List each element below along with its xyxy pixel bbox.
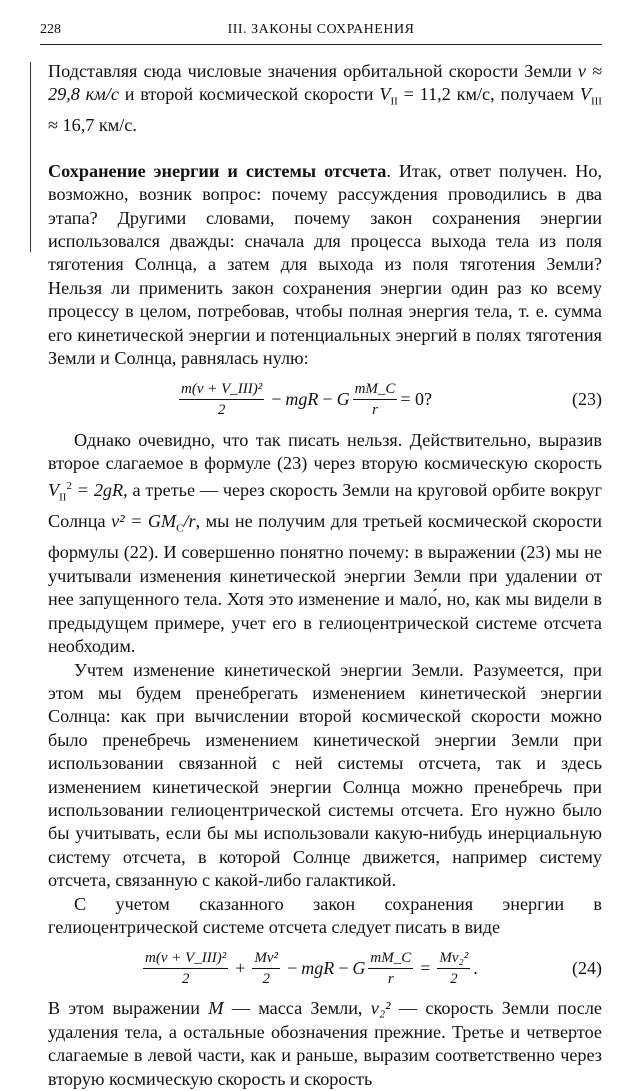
second-cosmic-symbol: V xyxy=(379,84,391,105)
para2-text-c: , мы не получим для третьей космической скорости формулы (22). И совершенно понятно почему: в выражении (23) мы не учитывали изменения кинетической энергии Земли при удалении от нее запущенного тела. Хотя это изменение и мало́, но, как мы видели в предыдущем примере, учет его в гелиоцентрической системе отсчета необходим. xyxy=(48,511,602,657)
second-cosmic-value: = 11,2 км/с, xyxy=(397,84,495,105)
eq23-rhs: = 0? xyxy=(400,388,433,409)
eq24-rhs-numerator: Mv₂² xyxy=(437,948,470,969)
eq24-term3: mgR xyxy=(301,957,335,978)
running-head: III. ЗАКОНЫ СОХРАНЕНИЯ xyxy=(227,22,415,37)
third-cosmic-sub: III xyxy=(590,96,602,109)
para2-text-b: , а третье — через скорость Земли на круговой орбите вокруг Солнца xyxy=(48,480,602,532)
paragraph-2 xyxy=(48,429,602,659)
para5-mass-symbol: M xyxy=(208,998,224,1019)
eq24-term4-denominator: r xyxy=(387,970,394,987)
para2-formula2: v² = GM xyxy=(111,511,177,532)
intro-text-3: получаем xyxy=(494,84,580,105)
para2-formula1-sup: 2 xyxy=(66,480,72,493)
margin-rule xyxy=(30,62,31,252)
eq24-term1-denominator: 2 xyxy=(181,970,190,987)
intro-text-2: и второй космической скорости xyxy=(118,84,380,105)
section-title: Сохранение энергии и системы отсчета xyxy=(48,160,387,181)
intro-paragraph xyxy=(48,60,602,138)
eq23-term1-denominator: 2 xyxy=(217,402,226,419)
eq23-minus-2: − xyxy=(322,388,333,409)
section-text: . Итак, ответ получен. Но, возможно, возник вопрос: почему рассуждения проводились в два этапа? Другими словами, почему закон сохранения энергии использовался дважды: сначала для процесса выхода тела из поля тяготения Солнца, а затем для выхода из поля тяготения Земли? Нельзя ли применить закон сохранения энергии один раз ко всему процессу в целом, потребовав, чтобы полная энергия тела, т. е. сумма его кинетической энергии и потенциальных энергий в полях тяготения Земли и Солнца, равнялась нулю: xyxy=(48,160,602,369)
equation-number-23: (23) xyxy=(572,388,602,409)
para2-formula1-sub: II xyxy=(59,492,67,505)
eq23-term2: mgR xyxy=(285,388,319,409)
para2-text-a: Однако очевидно, что так писать нельзя. Действительно, выразив второе слагаемое в формуле (23) через вторую космическую скорость xyxy=(48,429,602,473)
para2-formula1-symbol: V xyxy=(48,480,60,501)
para5-speed-symbol: v₂² xyxy=(370,998,391,1019)
paragraph-5 xyxy=(48,997,602,1091)
orbital-speed-expr: v ≈ 29,8 км/с xyxy=(48,61,602,105)
eq24-equals: = xyxy=(420,957,431,978)
equation-24 xyxy=(48,941,602,995)
intro-text-1: Подставляя сюда числовые значения орбитальной скорости Земли xyxy=(48,61,578,81)
eq24-term2-denominator: 2 xyxy=(262,970,270,987)
para5-text-b: — масса Земли, xyxy=(223,998,371,1019)
equation-number-24: (24) xyxy=(572,957,602,978)
page-header xyxy=(40,22,602,45)
para5-text-a: В этом выражении xyxy=(48,998,209,1019)
page-number: 228 xyxy=(40,22,61,37)
eq24-minus-1: − xyxy=(287,957,298,978)
paragraph-4: С учетом сказанного закон сохранения энергии в гелиоцентрической системе отсчета следует писать в виде xyxy=(48,893,602,937)
third-cosmic-value: ≈ 16,7 км/с. xyxy=(48,115,137,136)
page-body xyxy=(48,60,602,1091)
eq23-minus-1: − xyxy=(271,388,282,409)
eq24-term2 xyxy=(252,948,280,989)
eq24-term4-numerator: mM_C xyxy=(368,948,413,969)
eq24-rhs-denominator: 2 xyxy=(450,970,458,987)
para2-formula2-sub: C xyxy=(176,523,184,536)
eq23-term1-numerator: m(v + V_III)² xyxy=(179,379,264,400)
eq23-g: G xyxy=(336,388,350,409)
eq24-term4 xyxy=(368,948,413,989)
eq24-g: G xyxy=(352,957,366,978)
eq24-term1-numerator: m(v + V_III)² xyxy=(143,948,228,969)
eq24-period: . xyxy=(473,957,478,978)
eq24-term1 xyxy=(143,948,228,989)
eq24-rhs xyxy=(437,948,470,989)
section-paragraph xyxy=(48,160,602,371)
eq24-minus-2: − xyxy=(338,957,349,978)
second-cosmic-sub: II xyxy=(390,96,398,109)
eq23-term1 xyxy=(179,379,264,420)
section-gap xyxy=(48,138,602,160)
equation-23 xyxy=(48,373,602,427)
eq24-term2-numerator: Mv² xyxy=(252,948,280,969)
eq24-plus: + xyxy=(235,957,246,978)
eq23-term3-denominator: r xyxy=(372,402,378,419)
para5-text-c: — скорость Земли после удаления тела, а остальные обозначения прежние. Третье и четвертое слагаемые в левой части, как и раньше, выразим соответственно через вторую космическую скорость и скорость xyxy=(48,998,602,1089)
third-cosmic-symbol: V xyxy=(579,84,591,105)
para2-formula2-rest: /r xyxy=(183,511,196,532)
para2-formula1-rest: = 2gR xyxy=(71,480,124,501)
eq23-term3-numerator: mM_C xyxy=(353,379,398,400)
eq23-term3 xyxy=(353,379,398,420)
paragraph-3: Учтем изменение кинетической энергии Земли. Разумеется, при этом мы будем пренебрегать изменением кинетической энергии Солнца: как при вычислении второй космической скорости можно было пренебречь изменением кинетической энергии Земли при использовании связанной с ней системы отсчета, так и здесь изменением кинетической энергии Солнца можно пренебречь при использовании гелиоцентрической системы отсчета. Его нужно было бы учитывать, если бы мы использовали какую-нибудь инерциальную систему отсчета, в которой Солнце движется, например систему отсчета, связанную с какой-либо галактикой. xyxy=(48,659,602,891)
